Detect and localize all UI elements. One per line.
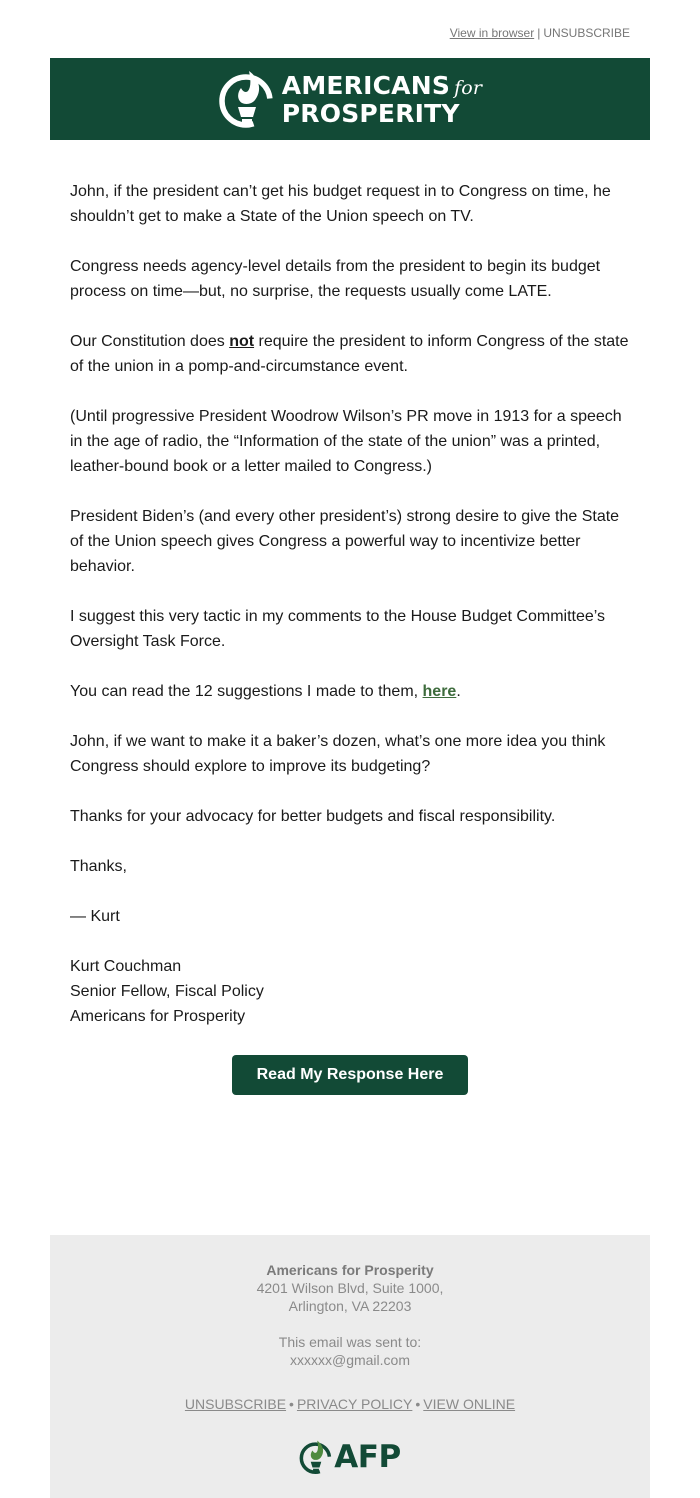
torch-icon	[218, 67, 276, 131]
preheader	[450, 26, 630, 40]
paragraph-7-start: You can read the 12 suggestions I made to them,	[70, 683, 423, 700]
paragraph-9: Thanks for your advocacy for better budgets and fiscal responsibility.	[70, 808, 556, 825]
footer-sent-to-label: This email was sent to:	[278, 1334, 422, 1350]
footer-link-dot: •	[415, 1396, 421, 1412]
afp-wordmark: AFP	[334, 1439, 401, 1475]
paragraph-7	[70, 679, 635, 704]
paragraph-4: (Until progressive President Woodrow Wilson’s PR move in 1913 for a speech in the age of radio, the “Information of the state of the union” was a printed, leather-bound book or a letter mailed to Congress.)	[70, 408, 622, 475]
torch-icon	[299, 1438, 333, 1476]
logo-word-prosperity: PROSPERITY	[281, 98, 460, 128]
signature-title: Senior Fellow, Fiscal Policy	[70, 983, 264, 1000]
paragraph-3-end: require the president to inform Congress of the state of the union in a pomp-and-circumstance event.	[70, 333, 629, 375]
footer-privacy-link[interactable]: PRIVACY POLICY	[296, 1396, 413, 1412]
here-link[interactable]: here	[422, 683, 457, 700]
footer-address-line2: Arlington, VA 22203	[288, 1298, 412, 1314]
closing: Thanks,	[70, 858, 127, 875]
paragraph-2: Congress needs agency-level details from the president to begin its budget process on time—but, no surprise, the requests usually come LATE.	[70, 258, 601, 300]
preheader-separator: |	[537, 26, 541, 40]
preheader-unsubscribe-link[interactable]: UNSUBSCRIBE	[543, 26, 630, 40]
paragraph-3-start: Our Constitution does	[70, 333, 230, 350]
footer-email: xxxxxx@gmail.com	[289, 1352, 410, 1368]
dash-signoff: — Kurt	[70, 908, 120, 925]
email-body	[70, 179, 635, 1029]
emphasis-not: not	[229, 333, 255, 350]
afp-logo[interactable]	[218, 67, 482, 131]
signature-block	[70, 954, 635, 1029]
signature-name: Kurt Couchman	[70, 958, 182, 975]
logo-word-americans: AMERICANS	[281, 70, 451, 100]
paragraph-3	[70, 329, 635, 379]
header-banner	[50, 58, 650, 140]
footer-view-online-link[interactable]: VIEW ONLINE	[423, 1396, 516, 1412]
footer-link-dot: •	[289, 1396, 294, 1412]
footer-address-line1: 4201 Wilson Blvd, Suite 1000,	[256, 1280, 444, 1296]
view-in-browser-link[interactable]: View in browser	[449, 26, 535, 40]
logo-word-for: for	[454, 76, 483, 99]
paragraph-5: President Biden’s (and every other president’s) strong desire to give the State of the Union speech gives Congress a powerful way to incentivize better behavior.	[70, 508, 620, 575]
footer-links	[50, 1395, 650, 1413]
paragraph-8: John, if we want to make it a baker’s dozen, what’s one more idea you think Congress should explore to improve its budgeting?	[70, 733, 606, 775]
signature-org: Americans for Prosperity	[70, 1008, 246, 1025]
read-response-button[interactable]: Read My Response Here	[232, 1055, 468, 1095]
paragraph-7-end: .	[456, 683, 461, 700]
footer-afp-logo[interactable]	[50, 1438, 650, 1476]
footer	[50, 1235, 650, 1498]
paragraph-6: I suggest this very tactic in my comments to the House Budget Committee’s Oversight Task Force.	[70, 608, 606, 650]
footer-unsubscribe-link[interactable]: UNSUBSCRIBE	[184, 1396, 287, 1412]
footer-org: Americans for Prosperity	[266, 1262, 434, 1278]
paragraph-1: John, if the president can’t get his budget request in to Congress on time, he shouldn’t get to make a State of the Union speech on TV.	[70, 183, 611, 225]
